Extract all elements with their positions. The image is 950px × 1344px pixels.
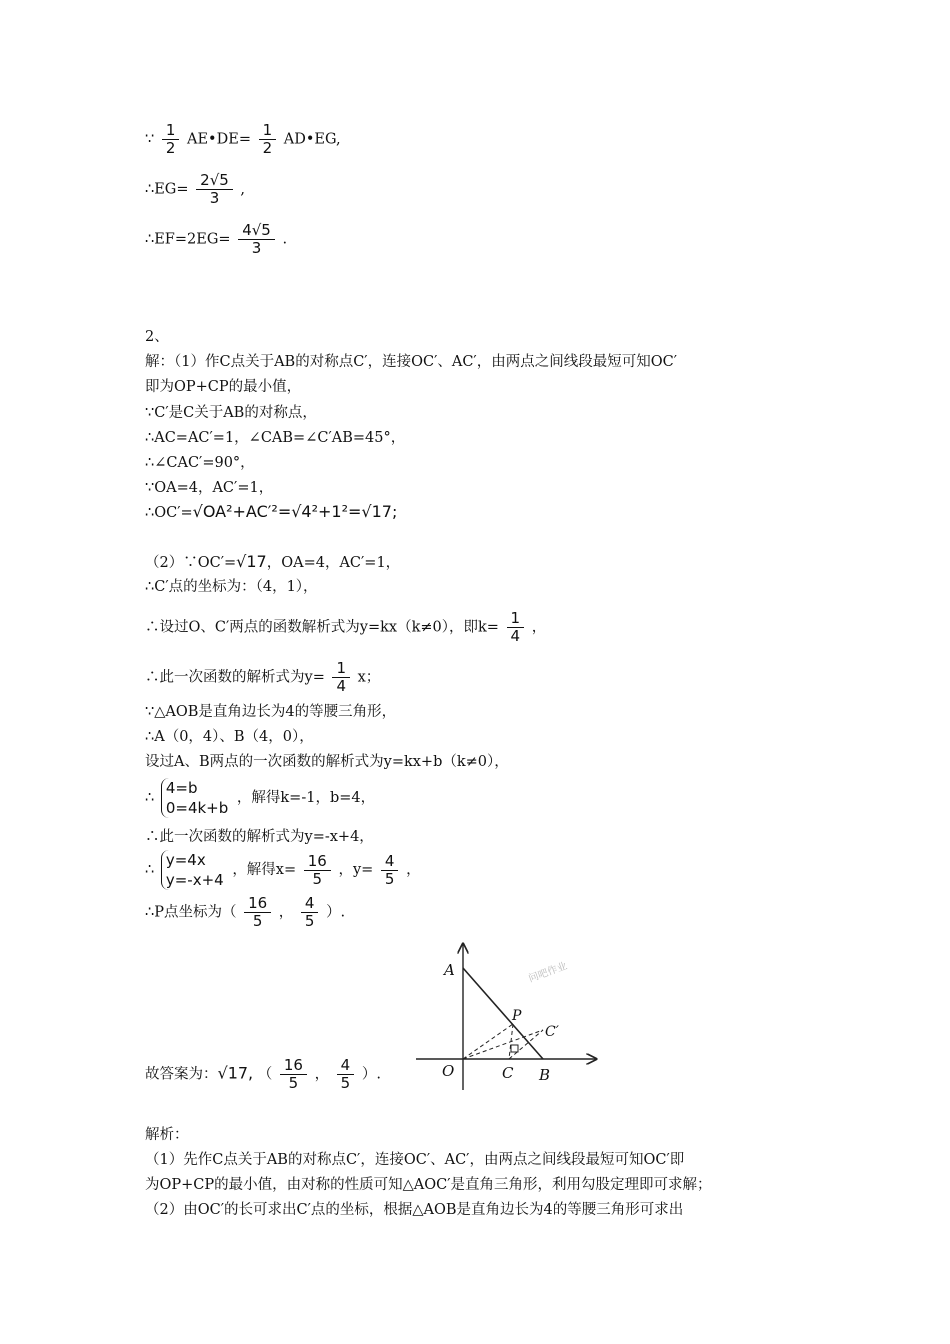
sqrt-expression: √OA²+AC′²=√4²+1²=√17; [192,502,398,521]
watermark: 问吧作业 [527,960,569,985]
label-p: P [512,1008,522,1024]
fraction: $\frac{1}{2}$ [162,122,180,157]
fraction: $\frac{4}{5}$ [337,1057,355,1092]
fraction: $\frac{16}{5}$ [244,895,271,930]
problem-number: 2、 [145,329,169,345]
solution-line: ∵OA=4，AC′=1， [145,480,274,496]
solution-line: ∴此一次函数的解析式为y= $\frac{1}{4}$ x； [145,659,381,695]
analysis-title: 解析： [145,1127,189,1143]
label-o: O [442,1062,455,1080]
label-a: A [444,961,455,979]
solution-line: ∵C′是C关于AB的对称点， [145,405,317,421]
fraction: $\frac{16}{5}$ [304,853,331,888]
eq-line-eg: ∴EG= $\frac{2√5}{3}$ , [145,171,246,207]
label-b: B [539,1066,551,1084]
fraction: $\frac{4}{5}$ [381,853,399,888]
label-c-prime: C′ [545,1024,559,1040]
geometry-figure [412,940,602,1095]
fraction: $\frac{4√5}{3}$ [238,222,275,257]
analysis-line: （2）由OC′的长可求出C′点的坐标，根据△AOB是直角边长为4的等腰三角形可求出 [145,1202,684,1218]
analysis-line: （1）先作C点关于AB的对称点C′，连接OC′、AC′，由两点之间线段最短可知OC′即 [145,1152,685,1168]
solution-line: ∵△AOB是直角边长为4的等腰三角形， [145,704,397,720]
fraction: $\frac{2√5}{3}$ [196,172,233,207]
solution-line: ∴ 4=b 0=4k+b ，解得k=-1，b=4， [145,779,376,817]
sqrt-expression: √17 [236,552,267,571]
label-c: C [502,1064,514,1082]
solution-line: 即为OP+CP的最小值， [145,379,302,395]
right-angle-mark [511,1045,518,1052]
solution-line: ∴设过O、C′两点的函数解析式为y=kx（k≠0），即k= $\frac{1}{4}$ ， [145,609,547,645]
solution-line: ∴AC=AC′=1，∠CAB=∠C′AB=45°， [145,430,406,446]
solution-line: ∴∠CAC′=90°， [145,455,255,471]
solution-line: 设过A、B两点的一次函数的解析式为y=kx+b（k≠0）， [145,754,509,770]
fraction: $\frac{1}{2}$ [259,122,277,157]
solution-line: ∴A（0，4）、B（4，0）， [145,729,314,745]
solution-line: ∴ y=4x y=-x+4 ，解得x= $\frac{16}{5}$ ，y= $\frac{4}{5}$ ， [145,851,421,889]
solution-line: ∴P点坐标为（ $\frac{16}{5}$ ， $\frac{4}{5}$ ）. [145,894,346,930]
solution-line: （2）∵OC′=√17，OA=4，AC′=1， [145,552,401,571]
solution-line: ∴此一次函数的解析式为y=-x+4， [145,829,374,845]
equation-system: y=4x y=-x+4 [161,850,224,890]
solution-line: ∴OC′=√OA²+AC′²=√4²+1²=√17; [145,502,398,521]
solution-line: ∴C′点的坐标为：（4，1）， [145,579,318,595]
fraction: $\frac{1}{4}$ [332,660,350,695]
segment-op [463,1024,513,1059]
analysis-line: 为OP+CP的最小值，由对称的性质可知△AOC′是直角三角形，利用勾股定理即可求解； [145,1177,712,1193]
eq-line-area: ∵ $\frac{1}{2}$ AE•DE= $\frac{1}{2}$ AD•EG, [145,121,341,157]
fraction: $\frac{16}{5}$ [280,1057,307,1092]
equation-system: 4=b 0=4k+b [161,778,228,818]
fraction: $\frac{4}{5}$ [301,895,319,930]
sqrt-expression: √17, [217,1063,254,1083]
answer-line: 故答案为：√17, （ $\frac{16}{5}$ ， $\frac{4}{5}$ ）. [145,1056,381,1092]
solution-line: 解：（1）作C点关于AB的对称点C′，连接OC′、AC′，由两点之间线段最短可知OC′ [145,354,677,370]
eq-line-ef: ∴EF=2EG= $\frac{4√5}{3}$ . [145,221,288,257]
fraction: $\frac{1}{4}$ [507,610,525,645]
